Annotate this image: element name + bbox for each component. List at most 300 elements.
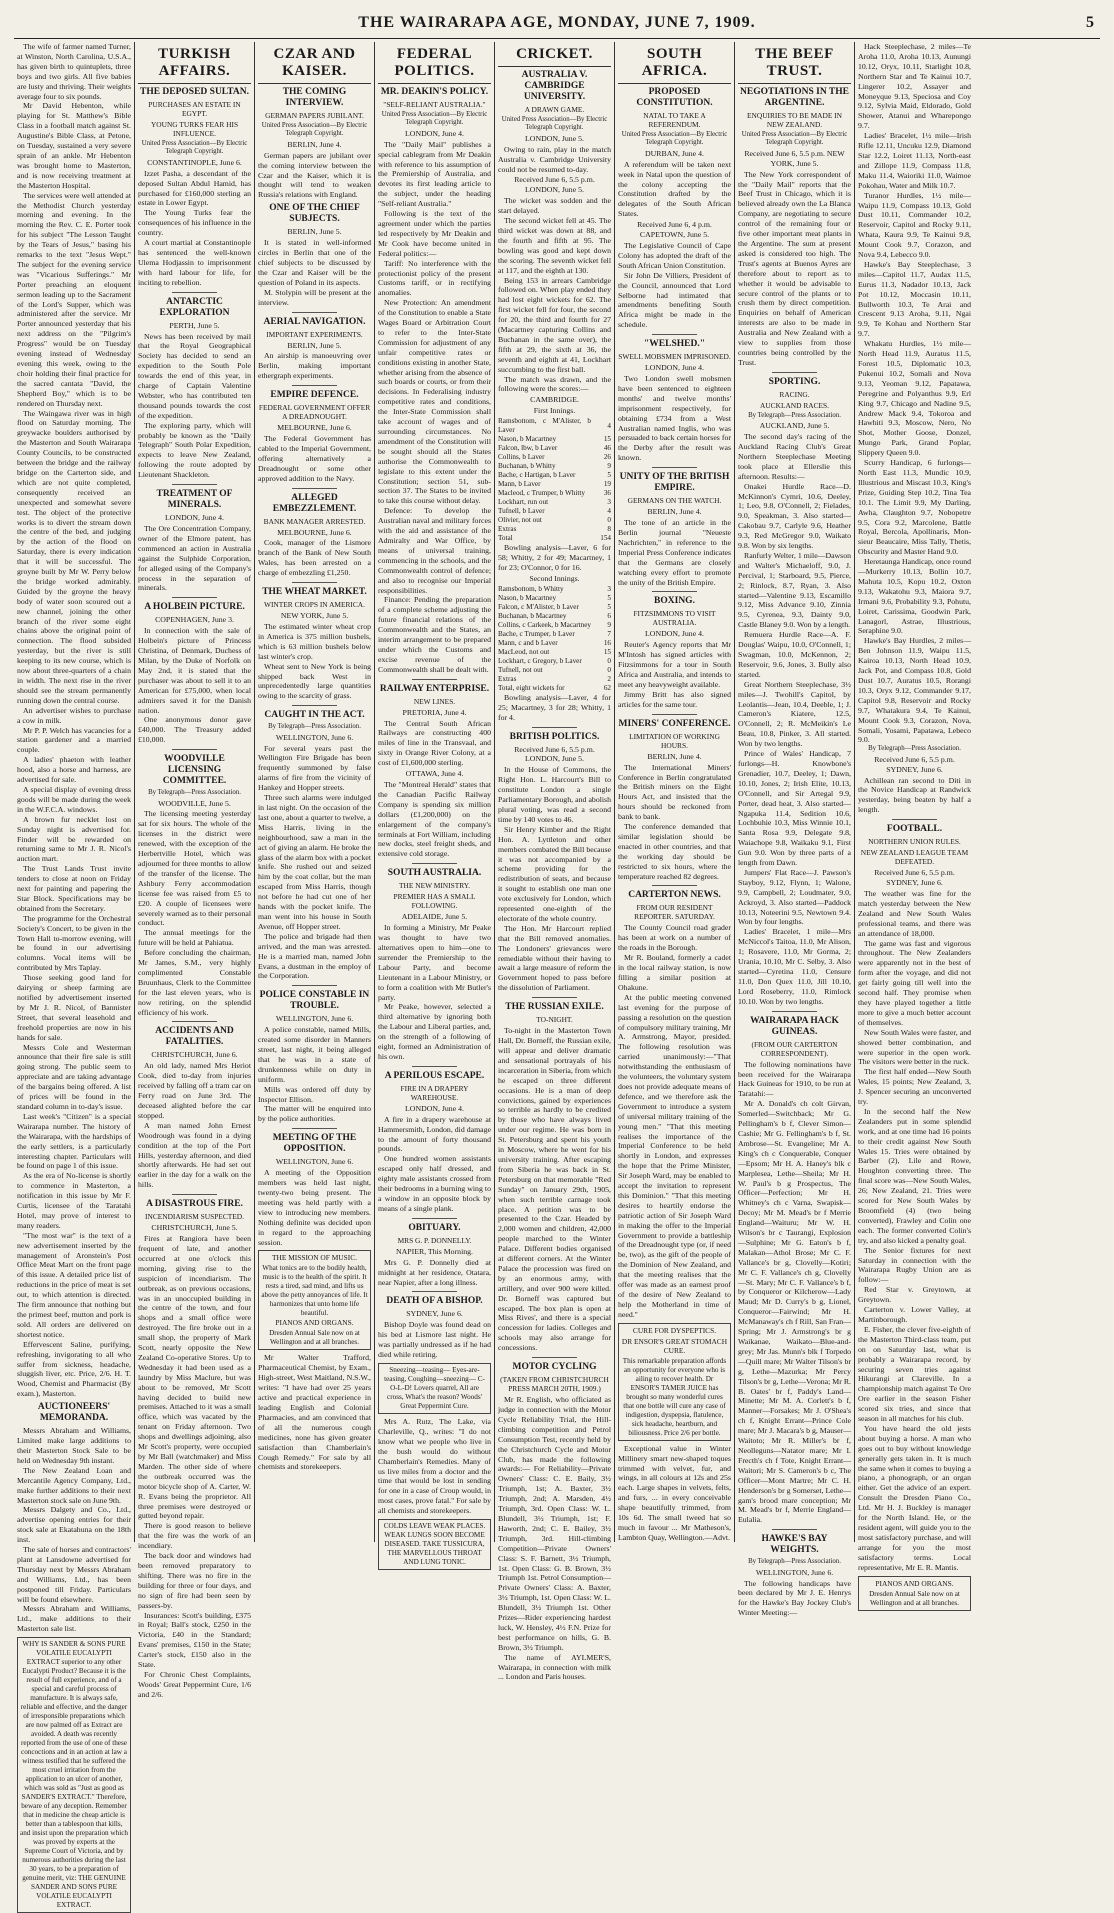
news-paragraph: The game was fast and vigorous throughout. The New Zealanders were apparently not in the best of form after the voyage, and did not get fairly going till well into the second half. They promise when they have played together a little more to give a much better account of themselves. [858, 938, 971, 1027]
article-subheading: FEDERAL GOVERNMENT OFFER A DREADNOUGHT. [258, 403, 371, 422]
masthead-rule [14, 38, 1100, 39]
column-headline: TURKISH AFFAIRS. [138, 46, 251, 84]
column-turkish-affairs [134, 42, 254, 1699]
news-paragraph: Messrs Abraham and Williams, Limited make large additions to their Masterton Stock Sale to be held on Wednesday 9th instant. [17, 1426, 131, 1465]
article-subheading: NEW LINES. [413, 696, 456, 706]
news-paragraph: Achillean ran second to Diti in the Novice Handicap at Randwick yesterday, being beaten by half a length. [858, 775, 971, 815]
news-paragraph: Messrs Dalgety and Co., Ltd., advertise opening entries for their stock sale at Ekatahuna on the 18th inst. [17, 1505, 131, 1545]
article-heading: A HOLBEIN PICTURE. [144, 602, 245, 613]
dateline: WELLINGTON, June 6. [275, 732, 354, 742]
section-heading: AUCTIONEERS' MEMORANDA. [37, 1402, 111, 1424]
news-paragraph: To-night in the Masterton Town Hall, Dr. Borneff, the Russian exile, will appear and deliver dramatic and sensational portrayals of his incarceration in Siberia, from which he escaped on three different occasions. He is a man of deep convictions, gained by experiences so terrible as hardly to be credited by those who have always lived under our regime. He was born in St. Petersburg and spent his youth in Moscow, where he went for his university training. After escaping from Siberia he was back in St. Petersburg on that memorable "Red Sunday" on January 29th, 1905, when such terrible carnage took place. A petition was to be presented to the Czar. Headed by 2,000 women and children, 42,000 people marched to the Winter Palace. Different bodies organised at different corners. At the Winter Palace the procession was fired on by an enormous army, with artillery, and over 900 were killed. Dr. Borneff was captured but escaped. The box plan is open at Miss Rives', and there is a special concession for ladies. Colleges and schools may also arrange for concessions. [498, 1026, 611, 1353]
news-paragraph: Jumpers' Flat Race—J. Pawson's Stayboy, 9.12, Flynn, 1; Walone, 9.9, Campbell, 2; Loudmater, 9.0, Ackroyd, 3. Also started—Paddock 10.13, Noteerini 9.5, Newtown 9.4. Won by four lengths. [738, 867, 851, 927]
news-paragraph: In the House of Commons, the Right Hon. L. Harcourt's Bill to constitute London a single Parliamentary Borough, and abolish plural voting, was read a second time by 140 votes to 46. [498, 765, 611, 824]
article-heading: MEETING OF THE OPPOSITION. [272, 1133, 357, 1155]
article-heading: THE COMING INTERVIEW. [282, 87, 347, 108]
dateline: WOODVILLE, June 5. [158, 798, 231, 808]
ad-heading: DR ENSOR'S GREAT STOMACH CURE. [621, 1336, 728, 1355]
ad-heading: PIANOS AND ORGANS. [275, 1318, 354, 1328]
batsman-score: 3 [607, 584, 611, 593]
article-subheading: "SELF-RELIANT AUSTRALIA." [383, 100, 486, 109]
dateline: NEW YORK, June 5. [280, 611, 349, 621]
divider [652, 714, 697, 715]
news-paragraph: Prince of Wales' Handicap, 7 furlongs—H. Knowbone's Grenadier, 10.7, Deeley, 1; Dawn, 10.10, Jones, 2; Irish Elite, 10.13, O'Connell, and Sir Artegal 9.9, Porter, dead heat, 3. Also started—Ngapuka 11.4, Sedition 10.6, Lochbuhie 10.3, Miss Winnie 10.1, Santa Rosa 9.9, Delegate 9.8, Waiachope 9.8, Waikaku 9.1, First Gun 9.0. Won by three parts of a length from Dawn. [738, 749, 851, 868]
scorecard-row [498, 621, 611, 630]
advertisement: Sneezing—teasing— Eyes-are-teasing, Coughing—sneezing— C-O-L-D! Lovers quarrel, All are cross, What's the reason? Woods' Great Peppermint Cure. [378, 1363, 491, 1414]
batsman-score: 36 [603, 489, 611, 498]
batsman-score: 2 [607, 674, 611, 683]
dateline: SYDNEY, June 6. [406, 1309, 463, 1319]
batsman-score: 9 [607, 620, 611, 629]
scorecard-row [498, 603, 611, 612]
batsman-name: Tufnell, not out [498, 665, 543, 674]
article-heading: A DISASTROUS FIRE. [146, 1199, 243, 1210]
scorecard-row [498, 444, 611, 453]
news-paragraph: Last week's "Citizen" is a special Wairarapa number. The history of the Wairarapa, with the hardships of the early settlers, is a particularly interesting chapter. Particulars will be found on page 1 of this issue. [17, 1111, 131, 1171]
news-paragraph: The programme for the Orchestral Society's Concert, to be given in the Town Hall to-morrow evening, will be found in our advertising columns. Vocal items will be contributed by Mrs Taplay. [17, 913, 131, 973]
news-paragraph: The Young Turks fear the consequences of his influence in the country. [138, 208, 251, 238]
wire-credit: By Telegraph—Press Association. [868, 745, 961, 753]
news-paragraph: M. Stolypin will be present at the interview. [258, 287, 371, 307]
news-paragraph: The matter will be enquired into by the police authorities. [258, 1104, 371, 1124]
news-paragraph: The name of AYLMER'S, Wairarapa, in connection with milk ... London and Paris houses. [498, 1652, 611, 1682]
news-paragraph: One hundred women assistants escaped only half dressed, and eighty male assistants crossed from their bedrooms in a burning wing to a window in an opposite block by means of a single plank. [378, 1154, 491, 1213]
news-paragraph: The wicket was sodden and the start delayed. [498, 196, 611, 216]
divider [292, 582, 337, 583]
dateline: CHRISTCHURCH, June 6. [151, 1050, 238, 1060]
batsman-name: Collins, b Laver [498, 453, 545, 462]
batsman-name: Olivier, not out [498, 516, 542, 525]
batsman-name: Bache, c Hartigan, b Laver [498, 471, 576, 480]
article-heading: EMPIRE DEFENCE. [270, 390, 359, 401]
news-paragraph: German papers are jubilant over the coming interview between the Czar and the Kaiser, which it is thought will tend to weaken Russia's relations with England. [258, 150, 371, 200]
article-heading: A PERILOUS ESCAPE. [384, 1070, 485, 1081]
news-paragraph: For several years past the Wellington Fire Brigade has been frequently summoned by false alarms of fire from the vicinity of Hankey and Hopper streets. [258, 743, 371, 793]
article-subheading: (FROM OUR CARTERTON CORRESPONDENT). [751, 1039, 838, 1058]
news-paragraph: The estimated winter wheat crop in America is 375 million bushels, which is 63 million bushels below last winter's crop. [258, 622, 371, 661]
batsman-score: 0 [607, 665, 611, 674]
page-number: 5 [1086, 14, 1094, 31]
divider [892, 819, 937, 820]
batsman-score: 26 [603, 453, 611, 462]
divider [292, 488, 337, 489]
divider [412, 1218, 457, 1219]
divider [532, 727, 577, 728]
article-subheading: (TAKEN FROM CHRISTCHURCH PRESS MARCH 20TH, 1909.) [500, 1375, 609, 1394]
article-subheading: NEW ZEALAND LEAGUE TEAM DEFEATED. [860, 848, 969, 867]
article-heading: NEGOTIATIONS IN THE ARGENTINE. [740, 87, 849, 108]
news-paragraph: An advertiser wishes to purchase a cow in milk. [17, 705, 131, 725]
news-paragraph: There is good reason to believe that the fire was the work of an incendiary. [138, 1521, 251, 1551]
news-paragraph: Insurances: Scott's building, £375 in Royal; Ball's stock, £250 in the Victoria, £40 in the Standard; Evans' premises, £150 in the State; Carter's stock, £150 also in the State. [138, 1610, 251, 1670]
article-subheading: FITZSIMMONS TO VISIT AUSTRALIA. [633, 609, 716, 628]
dateline: Received June 6, 5.5 p.m. LONDON, June 5. [514, 744, 595, 764]
news-paragraph: The conference demanded that similar legislation should be enacted in other countries, and that the working day should be restricted to six hours, where the temperature reached 82 degrees. [618, 822, 731, 881]
news-paragraph: Following is the text of the agreement under which the parties led respectively by Mr Deakin and Mr Cook have become united in Federal politics:— [378, 209, 491, 258]
article-subheading: RACING. [779, 389, 810, 399]
batsman-name: MacLeod, not out [498, 647, 550, 656]
article-heading: ALLEGED EMBEZZLEMENT. [272, 492, 357, 514]
news-paragraph: The Legislative Council of Cape Colony has adopted the draft of the South African Union Constitution. [618, 240, 731, 270]
column-czar-and-kaiser [254, 42, 374, 1542]
column-headline: FEDERAL POLITICS. [378, 46, 491, 84]
dateline: Received June 6, 5.5 p.m. LONDON, June 5. [514, 175, 595, 195]
article-subheading: LIMITATION OF WORKING HOURS. [629, 731, 720, 750]
scorecard-row [498, 612, 611, 621]
divider [172, 749, 217, 750]
news-paragraph: Remuera Hurdle Race—A. F. Douglas' Waipu, 10.0, O'Connell, 1; Swagman, 10.0, McKennon, 2; Reservoir, 9.6, Jones, 3. Bully also started. [738, 630, 851, 679]
article-subheading: SWELL MOBSMEN IMPRISONED. [618, 352, 731, 362]
article-heading: BRITISH POLITICS. [509, 731, 600, 742]
batsman-name: Buchanan, b Macartney [498, 611, 567, 620]
news-paragraph: An old lady, named Mrs Heriot Cook, died to-day from injuries received by falling off a tram car on Ferry road on June 3rd. The deceased alighted before the car stopped. [138, 1061, 251, 1120]
wire-credit: United Press Association—By Electric Telegraph Copyright. [621, 131, 728, 147]
divider [172, 1021, 217, 1022]
column-headline: THE BEEF TRUST. [738, 46, 851, 84]
advertisement: COLDS LEAVE WEAK PLACES. WEAK LUNGS SOON BECOME DISEASED. TAKE TUSSICURA, THE MARVELLOUS THROAT AND LUNG TONIC. [378, 1519, 491, 1570]
scorecard-row [498, 480, 611, 489]
column-headline: CRICKET. [498, 46, 611, 67]
batsman-score: 5 [607, 602, 611, 611]
article-subheading: NATAL TO TAKE A REFERENDUM. [643, 111, 706, 129]
batsman-name: Tufnell, b Laver [498, 507, 545, 516]
news-paragraph: Tariff: No interference with the protectionist policy of the present Customs tariff, or in rectifying anomalies. [378, 258, 491, 298]
advertisement [258, 1250, 371, 1350]
article-subheading: A DRAWN GAME. [524, 105, 585, 114]
scorecard-row [498, 534, 611, 543]
batsman-score: 0 [607, 656, 611, 665]
dateline: CONSTANTINOPLE, June 6. [147, 157, 242, 167]
news-paragraph: Those seeking good land for dairying or sheep farming are notified by advertisement inserted by Mr J. R. Nicol, of Bannister Street, that several leasehold and freehold properties are now in his hands for sale. [17, 973, 131, 1042]
dateline: NAPIER, This Morning. [396, 1246, 473, 1256]
article-heading: "WELSHED." [644, 339, 705, 350]
news-paragraph: Red Star v. Greytown, at Greytown. [858, 1285, 971, 1305]
dateline: MELBOURNE, June 6. [277, 527, 352, 537]
news-paragraph: Ladies' Bracelet, 1½ mile—Irish Rifle 12.11, Uncuku 12.9, Diamond Star 12.2, Loiret 11.13, North-east and Zillope 11.9, Compass 11.8, Maku 11.4, Waioriki 11.0, Waimoe Pokohau, Water and Milk 10.7. [858, 131, 971, 190]
divider [532, 1357, 577, 1358]
news-paragraph: The second day's racing of the Auckland Racing Club's Great Northern Steeplechase Meeting took place at Ellerslie this afternoon. Results:— [738, 432, 851, 481]
ad-heading: THE MISSION OF MUSIC. [271, 1253, 357, 1263]
news-paragraph: The exploring party, which will probably be known as the "Daily Telegraph" South Polar Expedition, expects to leave New Zealand, following the route adopted by Lieutenant Shackleton. [138, 420, 251, 480]
article-heading: AERIAL NAVIGATION. [263, 316, 366, 327]
ad-heading: PIANOS AND ORGANS. [875, 1578, 954, 1588]
article-heading: ACCIDENTS AND FATALITIES. [155, 1026, 234, 1048]
columns [14, 42, 1100, 1910]
batsman-name: Falcon, lbw, b Laver [498, 444, 558, 453]
article-heading: ANTARCTIC EXPLORATION [159, 296, 230, 318]
article-subheading: MRS G. P. DONNELLY. [397, 1235, 472, 1245]
news-paragraph: "The most war" is the text of a new advertisement inserted by the management of Aronstein's Post Office Meat Mart on the front page of this issue. A detailed price list of reductions in the price of meat is set out, to which attention is directed. The firm announce that nothing but the primest beef, mutton and pork is sold. All orders are delivered on shortest notice. [17, 1230, 131, 1339]
dateline: LONDON, June 4. [405, 1103, 464, 1113]
article-heading: HAWKE'S BAY WEIGHTS. [761, 1534, 828, 1556]
column-sporting-continued [854, 42, 974, 1607]
scorecard-row [498, 435, 611, 444]
batsman-score: 15 [603, 647, 611, 656]
news-paragraph: A police constable, named Mills, created some disorder in Manners street, last night, it being alleged that he was in a state of drunkenness while on duty in uniform. [258, 1025, 371, 1084]
batsman-name: Extras [498, 525, 517, 534]
article-heading: CARTERTON NEWS. [628, 890, 721, 901]
article-heading: THE RUSSIAN EXILE. [505, 1002, 604, 1013]
batsman-score: 19 [603, 480, 611, 489]
article-subheading: INCENDIARISM SUSPECTED. [145, 1212, 244, 1222]
news-paragraph: The New Zealand Loan and Mercantile Agency Company, Ltd., make further additions to their next Masterton stock sale on June 9th. [17, 1465, 131, 1505]
batsman-name: Collins, c Carkeek, b Macartney [498, 620, 592, 629]
news-paragraph: News has been received by mail that the Royal Geographical Society has decided to send an expedition to the South Pole towards the end of this year, in charge of Captain Valentine Webster, who has contributed ten thousand pounds towards the cost of the expedition. [138, 331, 251, 420]
news-paragraph: In forming a Ministry, Mr Peake was thought to have two alternatives open to him—one to surrender the Premiership to the Labour Party, and become Lieutenant in a Labour Ministry, or to form a coalition with Mr Butler's party. [378, 923, 491, 1002]
article-subheading: BANK MANAGER ARRESTED. [263, 516, 366, 526]
article-heading: AUSTRALIA V. CAMBRIDGE UNIVERSITY. [521, 70, 588, 102]
news-paragraph: A court martial at Constantinople has sentenced the well-known Ulema Hodjassin to imprisonment with hard labour for life, for inciting to rebellion. [138, 238, 251, 287]
batsman-score: 16 [603, 638, 611, 647]
batsman-name: Total [498, 534, 513, 543]
news-paragraph: A ladies' phaeton with leather hood, also a horse and harness, are advertised for sale. [17, 755, 131, 785]
scorecard-row [498, 675, 611, 684]
news-paragraph: A meeting of the Opposition members was held last night, twenty-two being present. The meeting was held partly with a view to introducing new members. Nothing definite was decided upon in regard to the approaching session. [258, 1168, 371, 1247]
article-heading: FOOTBALL. [886, 824, 943, 835]
news-paragraph: You have heard the old jests about buying a horse. A man who goes out to buy without knowledge generally gets taken in. It is much the same when it comes to buying a piano, a phonograph, or an organ either. Get the advice of an expert. Consult the Dresden Piano Co., Ltd. Mr H. J. Buckley is manager for the North Island. He, or the resident agent, will guide you to the most satisfactory purchase, and will arrange for you the most satisfactory terms. Local representative, Mr E. R. Mantis. [858, 1423, 971, 1572]
dateline: LONDON, June 4. [645, 363, 704, 373]
news-paragraph: As the era of No-license is shortly to commence in Masterton, a notification in this issue by Mr F. Curtis, licensee of the Taratahi Hotel, may prove of interest to many readers. [17, 1171, 131, 1230]
divider [292, 312, 337, 313]
news-paragraph: Sir John De Villiers, President of the Council, announced that Lord Selborne had intimated that amendments benefiting South Africa might be made in the schedule. [618, 270, 731, 330]
news-paragraph: In the second half the New Zealanders put in some splendid work, and at one time had 16 points to their credit against New South Wales 15. Tries were obtained by Barber (2), Lile and Rowe, Houghton converting three. The final score was—New South Wales, 26; New Zealand, 21. Tries were scored for New South Wales by Broomfield (4) (two being converted), Frawley and Colin one each. The former converted Colin's try, and also kicked a penalty goal. [858, 1106, 971, 1245]
article-subheading: GERMANS ON THE WATCH. [627, 496, 722, 506]
news-paragraph: The following nominations have been received for the Wairarapa Hack Guineas for 1910, to be run at Taratahi:— [738, 1059, 851, 1099]
dateline: LONDON, June 4. [645, 629, 704, 639]
article-heading: POLICE CONSTABLE IN TROUBLE. [259, 990, 370, 1012]
article-subheading: TO-NIGHT. [536, 1015, 573, 1025]
news-paragraph: The Waingawa river was in high flood on Saturday morning. The greywacke boulders authorised by the Masterton and South Wairarapa County Councils, to be constructed between the bridge and the railway bridge on the Carterton side, and which are not quite completed, consequently received an unexpected and somewhat severe test. The object of the protective works is to divert the stream down the centre of the bed, and judging by the action of the flood on Saturday, there is every indication that it will be successful. The groyne built by Mr W. Perry below the bridge worked admirably. Guided by the groyne the heavy body of water soon scoured out a new channel, joining the other branch of the river some eight chains above the original point of connection. The flood subsided yesterday, but the river is still keeping to its new course, which is now about three-quarters of a chain in width. The next rise in the river should see the stream permanently running down the central course. [17, 408, 131, 705]
news-paragraph: Jimmy Britt has also signed articles for the same tour. [618, 689, 731, 709]
advertisement [858, 1576, 971, 1611]
news-paragraph: Great Northern Steeplechase, 3½ miles—J. Twohill's Capitol, by Leolantis—Jean, 10.4, Deeble, 1; J. Cameron's Kiatere, 12.5, O'Connell, 2; R. McMeikin's Le Beau, 10.8, Pinker, 3. All started. Won by two lengths. [738, 679, 851, 749]
divider [292, 385, 337, 386]
batsman-score: 8 [607, 525, 611, 534]
advertisement: WHY IS SANDER & SONS PURE VOLATILE EUCALYPTI EXTRACT superior to any other Eucalypti Product? Because it is the result of full experience, and of a special and careful process of manufacture. It is always safe, reliable and effective, and the danger of irresponsible preparations which are now palmed off as Extract are avoided. A death was recently reported from the use of one of these concoctions and in an action at law a witness testified that he suffered the most cruel irritation from the application to an ulcer of another, which was sold as "Just as good as SANDER'S EXTRACT." Therefore, beware of any deception. Remember that in medicine the cheap article is better than a tablespoon that kills, and insist upon the preparation which was proved by experts at the Supreme Court of Victoria, and by numerous authorities during the last 30 years, to be a preparation of genuine merit, viz: THE GENUINE SANDER AND SONS PURE VOLATILE EUCALYPTI EXTRACT. [17, 1637, 131, 1913]
batsman-score: 62 [603, 683, 611, 692]
scorecard-row [498, 516, 611, 525]
news-paragraph: The Federal Government has cabled to the Imperial Government, offering alternatively a Dreadnought or some other approved addition to the Navy. [258, 434, 371, 483]
wire-credit: United Press Association—By Electric Telegraph Copyright. [381, 111, 488, 127]
batsman-score: 5 [607, 471, 611, 480]
scorecard-row [498, 498, 611, 507]
scorecard-row [498, 507, 611, 516]
dateline: BERLIN, June 5. [287, 340, 342, 350]
news-paragraph: The weather was fine for the match yesterday between the New Zealand and New South Wales professional teams, and there was an attendance of 18,000. [858, 889, 971, 938]
news-paragraph: The wife of farmer named Turner, at Winston, North Carolina, U.S.A., has given birth to quintuplets, three boys and two girls. All five babies are lusty and thriving. Their weights average four to six pounds. [17, 42, 131, 101]
divider [772, 372, 817, 373]
news-paragraph: Mr A. Donald's ch colt Girvan, Somerled—Switchback; Mr G. Pellingham's b f, Clever Simon—Cashie; Mr G. Fellingham's b f, St. Ambrose—St. Evangeline; Mr A. King's ch c Conquerable, Conquer—Epsom; Mr H. A. Haney's blk c Marplesea, Lethe—Sheila; Mr H. W. Paul's b g Prospectus, The Officer—Perfection; Mr H. Whitney's ch c Varna, Swapisk—Decoy; Mr M. Mead's br f Merrie England—Waituru; Mr W. H. Wilson's br c Taurangi, Explosion—Sulphine; Mr G. Eaton's b f, Malakan—Athol Brose; Mr C. F. Vallance's br g, Clovelly—Kotiri; Mr C. F. Vallance's ch g, Clovelly—St. Mary; Mr C. F. Vallance's b f, by Conqueror or Kilcherow—Lady Maud; Mr D. Curry's b g, Lionel, Conqueror—Fairwind; Mr H. McManaway's ch f Rill, San Fran—Spring; Mr J. Armstrong's br g Waikanae, Waikato—Blue-and-grey; Mr Jas. Munn's blk f Torpedo—Quill mare; Mr Walter Tilson's br g, Lethe—Mazurka; Mr Percy Tilson's br g, Lethe—Verona; Mr R. B. Oates' br f, Paddy's Land—Minette; Mr M. A. Corlett's b f, Manner—Forsakes; Mr J. O'Shea's ch f, Knight Errant—Prince Cole mare; Mr J. Macara's b g, Mauser—Waitoto; Mr R. Miller's br f, Neolleguns—Natator mare; Mr I. Frecth's ch f Tote, Knight Errant—Waitori; Mr S. Cameron's b c, The Officer—Mont Martre; Mr C. H. Henderson's br g Somerset, Lethe—gam's brood mare conception; Mr M. Mead's br f, Merrie England—Eulalia. [738, 1099, 851, 1525]
news-paragraph: Mills was ordered off duty by Inspector Ellison. [258, 1084, 371, 1104]
news-paragraph: The "Daily Mail" publishes a special cablegram from Mr Deakin with reference to his assumption of the Premiership of Australia, and devotes its first leading article to the subject, under the heading "Self-reliant Australia." [378, 139, 491, 209]
news-paragraph: A man named John Ernest Woodrough was found in a dying condition at the top of the Port Hills, yesterday afternoon, and died shortly afterwards. He had set out earlier in the day for a walk on the hills. [138, 1120, 251, 1190]
article-heading: WAIRARAPA HACK GUINEAS. [750, 1015, 839, 1037]
scorecard-row [498, 462, 611, 471]
dateline: Received June 6, 4 p.m. CAPETOWN, June 5. [637, 220, 712, 240]
dateline: WELLINGTON, June 6. [755, 1567, 834, 1577]
news-paragraph: Messrs Cole and Westerman announce that their fire sale is still going strong. The public seem to appreciate and are taking advantage of the bargains being offered. A list of prices will be found in the standard column in to-day's issue. [17, 1042, 131, 1111]
news-paragraph: The County Council road grader has been at work on a number of the roads in the Borough. [618, 923, 731, 953]
ad-text: Dresden Annual Sale now on at Wellington and at all branches. [269, 1329, 360, 1347]
news-paragraph: Carterton v. Lower Valley, at Martinborough. [858, 1305, 971, 1324]
article-subheading: AUCKLAND RACES. [760, 400, 829, 410]
batsman-score: 0 [607, 516, 611, 525]
dateline: BERLIN, June 4. [287, 139, 342, 149]
news-paragraph: Izzet Pasha, a descendant of the deposed Sultan Abdul Hamid, has purchased for £160,000 sterling an estate in Lower Egypt. [138, 168, 251, 208]
dateline: COPENHAGEN, June 3. [155, 615, 234, 625]
news-paragraph: The "Montreal Herald" states that the Canadian Pacific Railway Company is spending six million dollars (£1,200,000) on the enlargement of the company's terminals at Fort William, including new docks, steel freight sheds, and extensive cold storage. [378, 780, 491, 859]
article-subheading: YOUNG TURKS FEAR HIS INFLUENCE. [150, 120, 239, 138]
batsman-score: 4 [607, 507, 611, 516]
article-heading: BOXING. [654, 596, 695, 607]
news-paragraph: Finance: Pending the preparation of a complete scheme adjusting the future financial relations of the Commonwealth and the States, an interim arrangement to be prepared under which the Customs and excise revenue of the Commonwealth shall be dealt with. [378, 595, 491, 674]
news-paragraph: The International Miners' Conference in Berlin congratulated the British miners on the Eight Hours Act, and insisted that the hours should be reckoned from bank to bank. [618, 762, 731, 822]
news-paragraph: E. Fisher, the clever five-eighth of the Masterton Third-class team, put on on Saturday last, what is probably a Wairarapa record, by securing seven tries against Hikurangi at Clareville. In a championship match against Te Ore Ore earlier in the season Fisher scored six tries, and since that season in all matches for his club. [858, 1324, 971, 1424]
column-federal-politics [374, 42, 494, 1567]
divider [772, 1529, 817, 1530]
column-headline: CZAR AND KAISER. [258, 46, 371, 84]
news-paragraph: Mrs G. P. Donnelly died at midnight at her residence, Otatara, near Napier, after a long illness. [378, 1257, 491, 1287]
news-paragraph: Bowling analysis—Laver, 6 for 58; Whitty, 2 for 49; Macartney, 1 for 23; O'Connor, 0 for 16. [498, 543, 611, 572]
divider [652, 467, 697, 468]
news-paragraph: Messrs Abraham and Williams, Ltd., make additions to their Masterton sale list. [17, 1604, 131, 1634]
dateline: Received June 6, 5.5 p.m. NEW YORK, June 5. [744, 148, 845, 168]
dateline: BERLIN, June 4. [647, 751, 702, 761]
divider [412, 1291, 457, 1292]
dateline: OTTAWA, June 4. [405, 769, 464, 779]
article-heading: WOODVILLE LICENSING COMMITTEE. [162, 754, 227, 787]
article-heading: THE DEPOSED SULTAN. [139, 87, 250, 97]
news-paragraph: Mr Peake, however, selected a third alternative by ignoring both the Labour and Liberal parties, and, on the strength of a following of eight, formed an Administration of his own. [378, 1002, 491, 1061]
column-cricket [494, 42, 614, 1682]
wire-credit: By Telegraph—Press Association. [268, 723, 361, 731]
news-paragraph: Hawke's Bay Hurdles, 2 miles—Ben Johnson 11.9, Waipu 11.5, Kairoa 10.13, North Head 10.9, Jack Pot, and Compass 10.8, Gold Dust 10.7, Auratus 10.5, Rorangi 10.3, Oryx 9.12, Commander 9.17, Capitol 9.8, Reservoir and Rocky 9.7, Whatakura 9.4, Te Kainui, Mount Cook 9.3, Corazon, Nova, Somali, Yosami, Papatawa, Lebeco 9.0. [858, 636, 971, 745]
divider [412, 863, 457, 864]
article-heading: ONE OF THE CHIEF SUBJECTS. [269, 203, 360, 225]
news-paragraph: Two London swell mobsmen have been sentenced to eighteen months' and twelve months' imprisonment respectively, for obtaining £734 from a West Australian named Inglis, who was persuaded to back certain horses for the Derby after the result was known. [618, 374, 731, 463]
news-paragraph: The second wicket fell at 45. The third wicket was down at 88, and the fourth and fifth at 95. The bowling was good and kept down the scoring. The seventh wicket fell at 117, and the eighth at 130. [498, 216, 611, 275]
news-paragraph: The following handicaps have been declared by Mr J. E. Henrys for the Hawke's Bay Jockey Club's Winter Meeting:— [738, 1578, 851, 1618]
dateline: BERLIN, June 5. [287, 227, 342, 237]
batsman-name: Buchanan, b Whitty [498, 462, 556, 471]
advertisement [618, 1323, 731, 1441]
article-subheading: FIRE IN A DRAPERY WAREHOUSE. [400, 1083, 469, 1102]
scorecard-row [498, 648, 611, 657]
masthead [0, 14, 1114, 36]
dateline: LONDON, June 4. [165, 513, 224, 523]
news-paragraph: The sale of horses and contractors' plant at Lansdowne advertised for Thursday next by Messrs Abraham and Williams, Ltd., has been postponed till Friday. Particulars will be found elsewhere. [17, 1545, 131, 1604]
news-paragraph: Scurry Handicap, 6 furlongs—North East 11.3, Mundic 10.9, Illustrious and Miscast 10.3, King's Prize, Guiding Step 10.2, Tina Tea 10.1. The Limit 9.9, My Darling, Awha, Claughton 9.7, Nobopetre 9.5, Cora 9.2, Marcolene, Battle Royal, Bercola, Apollinaris, Mon-sieur Beaucaire, Miss Tally, Thetis, Obscurity and Master Hand 9.0. [858, 458, 971, 557]
wire-credit: United Press Association—By Electric Telegraph Copyright. [741, 131, 848, 147]
scorecard-row [498, 639, 611, 648]
ad-text: This remarkable preparation affords an opportunity for everyone who is ailing to recover health. Dr ENSOR'S TAMER JUICE has brought so many wonderful cures that one bottle will cure any case of indigestion, dyspepsia, flatulence, sick headache, heartburn, and biliousness. Price 2/6 per bottle. [622, 1356, 727, 1437]
news-paragraph: Ladies' Bracelet, 1 mile—Mrs McNiccol's Taitoa, 11.0, Mr Alison, 1; Rosavere, 11.0, Mr Gorma, 2; Urania, 10.10, Mr C. Selby, 3. Also started—Cyretina 11.0, Censure 11.0, Don Quex 11.0, Jill 10.10, Lord Roseberry, 11.0, Rimlock 10.10. Won by two lengths. [738, 927, 851, 1006]
article-heading: DEATH OF A BISHOP. [386, 1296, 483, 1307]
news-paragraph: Onakei Hurdle Race—D. McKinnon's Cymri, 10.6, Deeley, 1; Leo, 9.8, O'Connell, 2; Fielades, 9.0, Speakman, 3. Also started—Cakobau 9.7, Carlyle 9.6, Heather 9.3, Red McGregor 9.0, Waikato 9.8. Won by six lengths. [738, 481, 851, 551]
article-heading: TREATMENT OF MINERALS. [156, 489, 233, 511]
batsman-name: Extras [498, 674, 517, 683]
divider [292, 985, 337, 986]
batsman-score: 4 [607, 421, 611, 430]
dateline: Received June 6, 5.5 p.m. SYDNEY, June 6. [874, 868, 955, 888]
divider [172, 597, 217, 598]
news-paragraph: Mr David Hebenton, while playing for St. Matthew's Bible Class in a football match against St. Augustine's Bible Class, at Petone, on Tuesday, sustained a very severe sprain of an ankle. Mr Hebenton was brought home to Masterton, and is now receiving treatment at the Masterton Hospital. [17, 101, 131, 190]
article-subheading: PREMIER HAS A SMALL FOLLOWING. [393, 892, 476, 911]
news-paragraph: Mr P. P. Welch has vacancies for a station gardener and a married couple. [17, 725, 131, 755]
wire-credit: United Press Association—By Electric Telegraph Copyright. [141, 140, 248, 156]
batsman-name: Bache, c Trumper, b Laver [498, 629, 575, 638]
article-heading: UNITY OF THE BRITISH EMPIRE. [619, 472, 730, 494]
news-paragraph: Mr R. English, who officiated as judge in connection with the Motor Cycle Reliability Trial, the Hill-climbing competition and Petrol Consumption Test, recently held by the Christchurch Cycle and Motor Club, has made the following awards:— For Reliability—Private Owners' Class: C. E. Baily, 3½ Triumph, 1st; A. Baxter, 3½ Triumph, 2nd; A. Marsden, 4½ Triumph, 3rd. Open Class: W. L. Blundell, 3½ Triumph, 1st; F. Haworth, 2nd; C. E. Bailey, 3½ Triumph, 3rd. Hill-climbing Competition—Private Owners' Class: S. F. Barnett, 3½ Triumph, 1st. Open Class: G. B. Brown, 3½ Triumph 1st. Petrol Consumption—Private Owners' Class: A. Baxter, 3½ Triumph, 1st. Open Class: W. L. Blundell, 3½ Triumph 1st. Other Prizes—Rider experiencing hardest luck, W. Hensley, 4½ F.N. Prize for best performance on hills, G. B. Brown, 3½ Triumph. [498, 1395, 611, 1652]
news-paragraph: In connection with the sale of Holbein's picture of Princess Christina, of Denmark, Duchess of Milan, by the Duke of Norfolk on May 2nd, it is stated that the purchaser was about to sell it to an American for £75,000, when local admirers saved it for the Danish nation. [138, 626, 251, 715]
article-heading: MINERS' CONFERENCE. [618, 718, 731, 729]
dateline: ADELAIDE, June 5. [401, 912, 468, 922]
ad-text: Dresden Annual Sale now on at Wellington and at all branches. [869, 1589, 960, 1607]
dateline: PRETORIA, June 4. [402, 707, 467, 717]
news-paragraph: Hack Steeplechase, 2 miles—Te Aroha 11.0, Aroha 10.13, Aunungi 10.12, Oryx, 10.11, Starlight 10.8, Northern Star and Te Kainui 10.7, Lingerer 10.2, Assayer and Moneyque 9.13, Speciosa and Coy 9.12, Sylvia Maid, Eldorado, Gold Shower, Atanui and Wharepongo 9.7. [858, 42, 971, 131]
team-name: CAMBRIDGE. [530, 395, 579, 405]
news-paragraph: Whakatu Hurdles, 1½ mile—North Head 11.9, Auratus 11.5, Forest 10.5, Diplomatic 10.3, Pukenui 10.2, Somali and Nova 9.13, Yeoman 9.12, Papatawa, Peregrine and Polyanthus 9.9, Erl King 9.7, Chicago and Nadine 9.5, Andrew Mack 9.4, Tokoroa and Hawhiti 9.3, Moscow, Nero, No Shot, Mother Goose, Donzel, Mungo Park, Grand Poplar, Slippery Queen 9.0. [858, 339, 971, 458]
news-paragraph: A brown fur necklet lost on Sunday night is advertised for. Finder will be rewarded on returning same to Mr J. R. Nicol's auction mart. [17, 814, 131, 864]
column-headline: SOUTH AFRICA. [618, 46, 731, 84]
ad-heading: CURE FOR DYSPEPTICS. [632, 1325, 717, 1335]
scorecard-row [498, 657, 611, 666]
news-paragraph: Owing to rain, play in the match Australia v. Cambridge University could not be resumed to-day. [498, 144, 611, 174]
dateline: PERTH, June 5. [169, 320, 220, 330]
news-paragraph: Wheat sent to New York is being shipped back West in unprecedentedly large quantities owing to the scarcity of grass. [258, 661, 371, 701]
news-paragraph: New South Wales were faster, and showed better combination, and were superior in the open work. The visitors were better in the ruck. [858, 1027, 971, 1067]
divider [172, 292, 217, 293]
wire-credit: By Telegraph—Press Association. [148, 789, 241, 797]
article-subheading: FROM OUR RESIDENT REPORTER. SATURDAY. [634, 903, 715, 922]
innings-label: First Innings. [533, 406, 576, 416]
news-paragraph: Mr R. Bouland, formerly a cadet in the local railway station, is now filling a similar position at Ohakune. [618, 953, 731, 992]
dateline: DURBAN, June 4. [645, 148, 704, 158]
divider [412, 679, 457, 680]
news-paragraph: The New York correspondent of the "Daily Mail" reports that the Beef Trust in Chicago, which it is believed already own the La Blanca Company, are negotiating to secure control of the remaining four or five other important meat plants in the Argentine. The sum at present asked is considered too high. The Trust's agents at Buenos Ayres are therefore about to report as to whether it would be advisable to secure control of the plants or to crush them by direct competition. Enquiries on behalf of American interests are also to be made in Australia and New Zealand with a view to supplies from those countries being controlled by the Trust. [738, 169, 851, 367]
news-paragraph: Reuter's Agency reports that Mr M'Intosh has signed articles with Fitzsimmons for a tour in South Africa and Australia, and intends to meet any heavyweight available. [618, 640, 731, 689]
wire-credit: United Press Association—By Electric Telegraph Copyright. [261, 122, 368, 138]
news-paragraph: Three such alarms were indulged in last night. On the occasion of the last one, about a quarter to twelve, a Miss Harris, living in the neighbourhood, saw a man in the act of giving an alarm. He broke the glass of the alarm box with a pocket knife. She rushed out and seized him by the coat collar, but the man escaped from Miss Harris, though not before he had cut one of her hands with the pocket knife. The man went into his house in South Avenue, off Hopper street. [258, 793, 371, 931]
article-heading: SPORTING. [768, 376, 821, 387]
column-south-africa [614, 42, 734, 1542]
scorecard-row [498, 666, 611, 675]
batsman-score: 7 [607, 629, 611, 638]
dateline: CHRISTCHURCH, June 5. [151, 1223, 238, 1233]
article-heading: PROPOSED CONSTITUTION. [636, 87, 713, 108]
scorecard-second-innings [498, 585, 611, 693]
news-paragraph: Turanor Hurdles, 1½ mile—Waipu 11.9, Compass 10.13, Gold Dust 10.11, Commander 10.2, Reservoir, Capitol and Rocky 9.11, Whata, Kaura 9.9, Te Kainui 9.8, Mount Cook 9.7, Corazon, and Nova 9.4, Lebecco 9.0. [858, 190, 971, 260]
news-paragraph: The Trust Lands Trust invite tenders to close at noon on Friday next for painting and papering the Star Block. Specifications may be obtained from the Secretary. [17, 864, 131, 913]
article-heading: MOTOR CYCLING [512, 1362, 597, 1373]
masthead-title: THE WAIRARAPA AGE, MONDAY, JUNE 7, 1909. [358, 14, 756, 31]
batsman-score: 9 [607, 462, 611, 471]
batsman-name: Lockhart, run out [498, 498, 549, 507]
article-heading: RAILWAY ENTERPRISE. [379, 683, 490, 694]
article-subheading: IMPORTANT EXPERIMENTS. [266, 329, 363, 339]
batsman-score: 154 [600, 534, 611, 543]
scorecard-row [498, 471, 611, 480]
scorecard-row [498, 417, 611, 435]
dateline: AUCKLAND, June 5. [759, 421, 830, 431]
scorecard-row [498, 525, 611, 534]
news-paragraph: The licensing meeting yesterday sat for six hours. The whole of the licenses in the district were renewed, with the exception of the Herbertville Hotel, which was adjourned for three months to allow of the transfer of the license. The Ashbury Ferry accommodation license fee was raised from £5 to £20. A couple of licensees were severely warned as to their personal conduct. [138, 809, 251, 928]
article-subheading: WINTER CROPS IN AMERICA. [263, 600, 365, 610]
news-paragraph: Mrs A. Rutz, The Lake, via Charleville, Q., writes: "I do not know what we people who live in the bush would do without Chamberlain's Remedies. Many of us live miles from a doctor and the time that would be lost in sending for one in a case of Croup would, in most cases, prove fatal." For sale by all chemists and storekeepers. [378, 1416, 491, 1516]
batsman-name: Ramsbottom, c M'Alister, b Laver [498, 417, 591, 435]
wire-credit: By Telegraph—Press Association. [748, 1558, 841, 1566]
news-paragraph: Before concluding the chairman, Mr James, S.M., very highly complimented Constable Bruunhaus, Clerk to the Committee for the last eleven years, who is now retiring, on the splendid efficiency of his work. [138, 948, 251, 1017]
